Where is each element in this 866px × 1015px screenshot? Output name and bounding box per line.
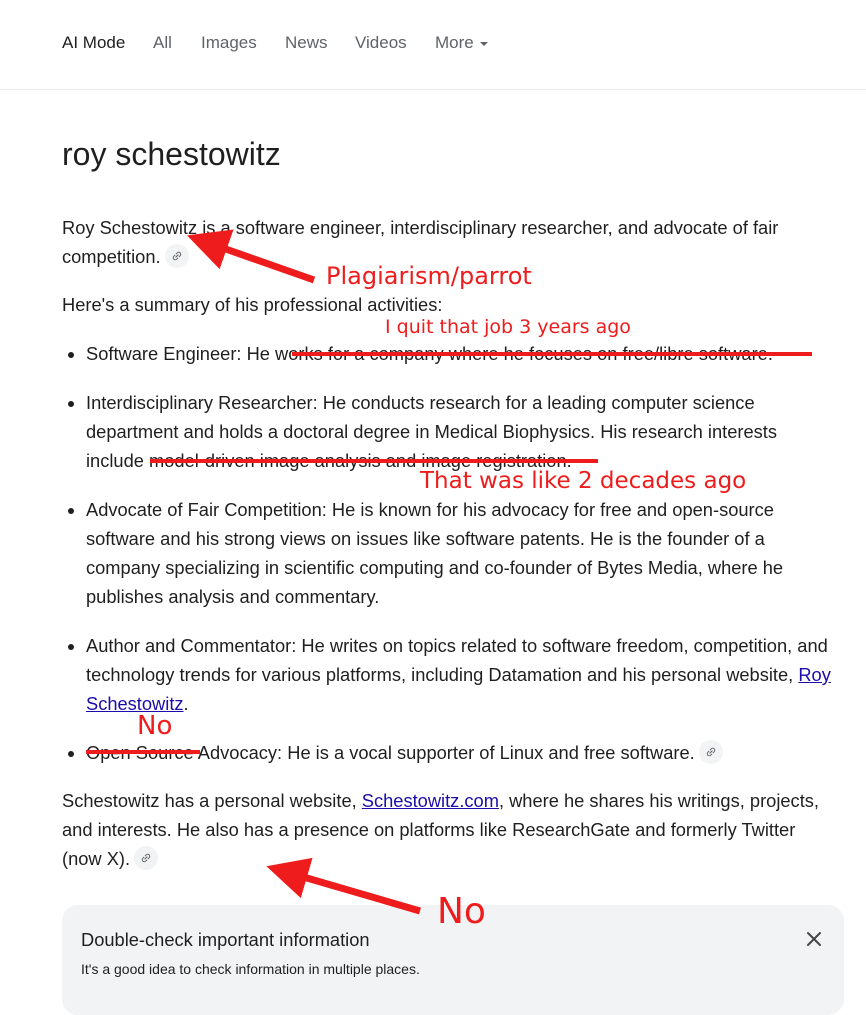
activity-text-struck: orks for a company where he focuses on free/libre software. [288, 343, 773, 364]
list-item [86, 495, 832, 611]
tab-images[interactable]: Images [201, 33, 257, 52]
annotation-no-twitter: No [437, 891, 486, 932]
website-text: Schestowitz has a personal website, [62, 790, 362, 811]
intro-text: Roy Schestowitz is a software engineer, interdisciplinary researcher, and advocate of fair competition. [62, 217, 779, 267]
tab-news[interactable]: News [285, 33, 328, 52]
banner-title: Double-check important information [81, 929, 370, 950]
annotation-plagiarism: Plagiarism/parrot [326, 262, 532, 290]
activity-title-struck: Open Source [86, 742, 194, 763]
tab-all[interactable]: All [153, 33, 172, 52]
annotation-no-open-source: No [137, 711, 173, 741]
tab-more-label: More [435, 33, 474, 52]
link-icon[interactable] [134, 846, 158, 870]
annotation-decades: That was like 2 decades ago [420, 468, 747, 494]
list-item [86, 388, 832, 475]
activity-text-end: . [183, 693, 189, 714]
activities-list [62, 339, 832, 767]
activity-text: He is a vocal supporter of Linux and free software. [282, 742, 695, 763]
caret-down-icon [480, 42, 488, 46]
activity-text: He is known for his advocacy for free and open-source software and his strong views on issues like software patents. He is the founder of a company specializing in scientific computing and co-founder of Bytes Media, where he publishes analysis and commentary. [86, 499, 784, 607]
schestowitz-com-link[interactable]: Schestowitz.com [361, 790, 499, 811]
activity-title: Author and Commentator: [86, 635, 297, 656]
tab-videos[interactable]: Videos [355, 33, 407, 52]
list-item [86, 738, 832, 767]
activity-title: Interdisciplinary Researcher: [86, 392, 318, 413]
query-title: roy schestowitz [62, 136, 281, 172]
ai-answer [62, 213, 832, 873]
list-item [86, 631, 832, 718]
banner-text: It's a good idea to check information in multiple places. [81, 961, 420, 977]
link-icon[interactable] [699, 740, 723, 764]
roy-schestowitz-link[interactable]: Roy Schestowitz [86, 664, 831, 714]
link-icon[interactable] [165, 244, 189, 268]
close-icon[interactable] [804, 929, 824, 949]
summary-lead: Here's a summary of his professional activities: [62, 294, 443, 315]
activity-text: He conducts research for a leading computer science department and holds a doctoral degree in Medical Biophysics. His research interests include [86, 392, 777, 471]
website-paragraph [62, 786, 832, 873]
activity-title: Advocacy: [193, 742, 283, 763]
website-text-end: , where he shares his writings, projects, and interests. He also has a presence on platforms like ResearchGate and formerly Twitter (now X). [62, 790, 819, 869]
search-mode-tabs [0, 0, 866, 90]
annotation-quit: I quit that job 3 years ago [385, 316, 631, 338]
activity-title: Software Engineer: [86, 343, 242, 364]
tab-ai-mode[interactable]: AI Mode [62, 33, 126, 52]
activity-title: Advocate of Fair Competition: [86, 499, 327, 520]
activity-text: He writes on topics related to software freedom, competition, and technology trends for various platforms, including Datamation and his personal website, [86, 635, 828, 685]
list-item [86, 339, 832, 368]
activity-text: He w [241, 343, 289, 364]
activity-text-struck: model-driven image analysis and image registration. [149, 450, 572, 471]
tab-more[interactable] [435, 33, 488, 53]
